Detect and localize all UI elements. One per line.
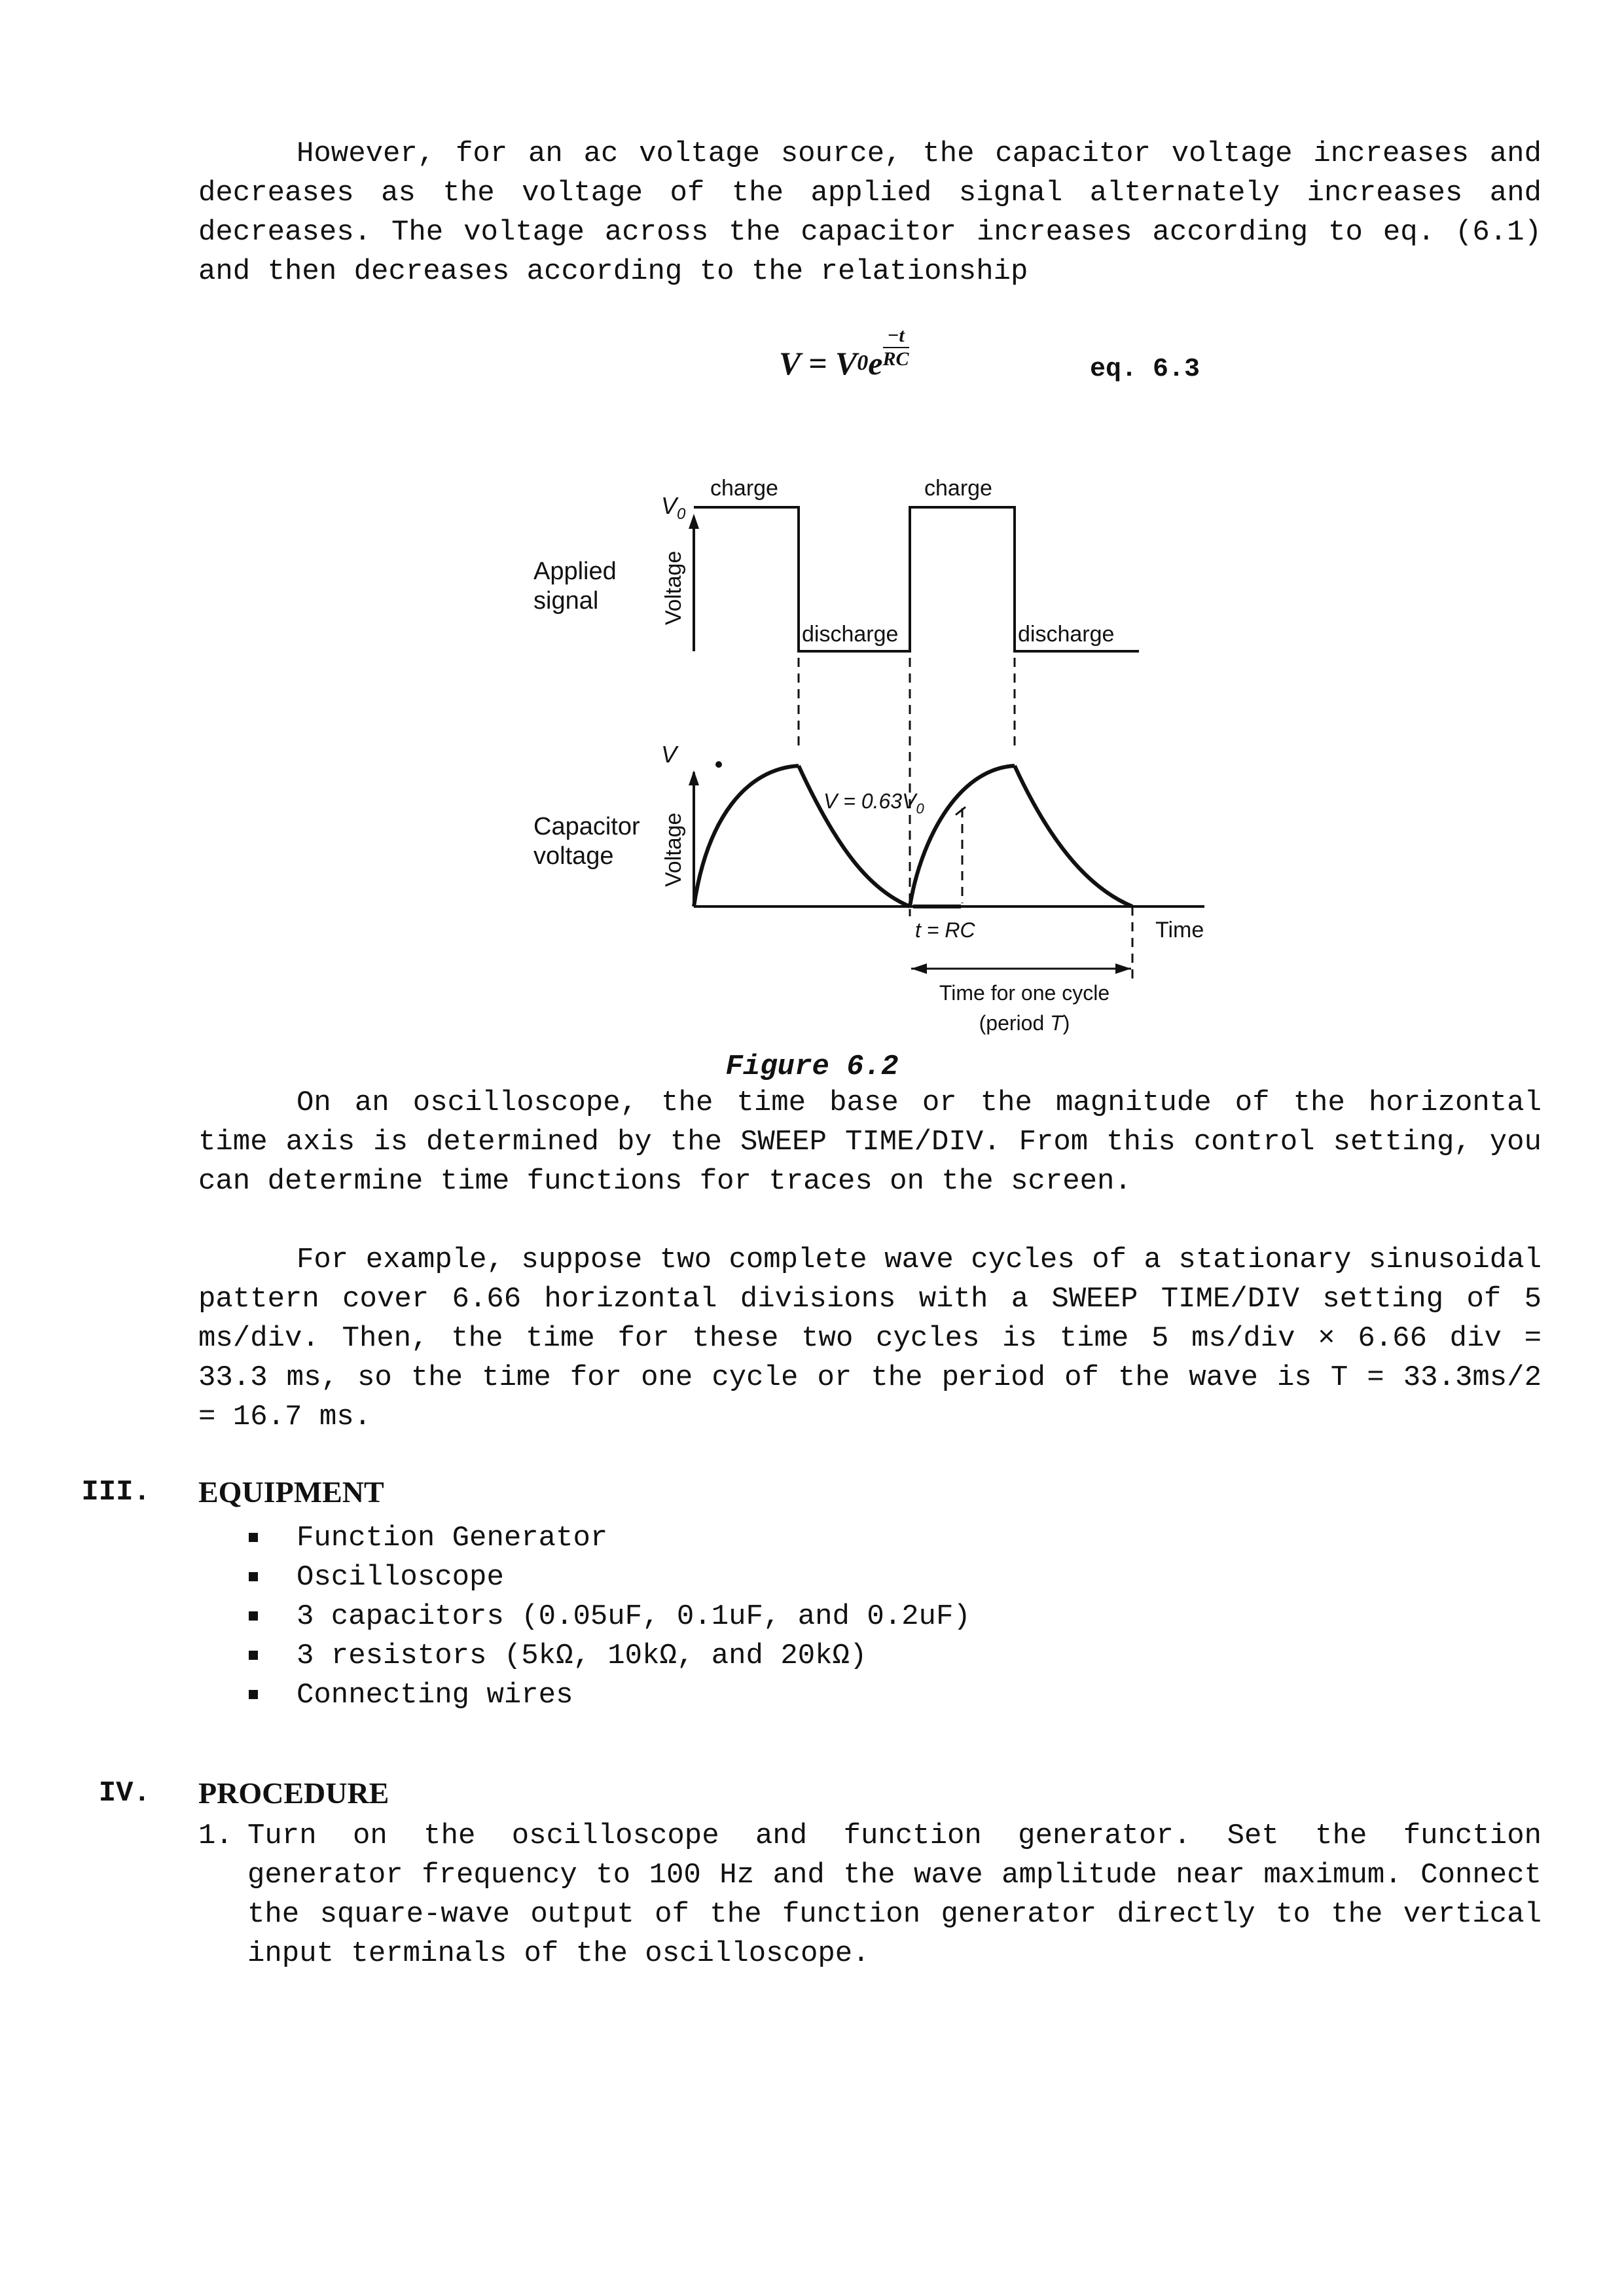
equation-subscript: 0 [857,351,869,375]
applied-label-line2: signal [533,587,599,615]
procedure-step [198,1816,1542,1973]
applied-y-axis-label: Voltage [661,550,686,625]
equipment-section-number: III. [81,1476,151,1509]
charge-curve-2 [910,766,1015,906]
equation-lhs: V = V [779,345,857,382]
bullet-icon [249,1690,258,1699]
procedure-section-number: IV. [98,1777,151,1810]
period-label-T: T [1050,1011,1063,1035]
charge-label-2: charge [924,476,992,501]
capacitor-label-line2: voltage [533,842,614,870]
t-rc-label: t = RC [915,918,975,942]
period-label-close: ) [1062,1011,1070,1035]
v-063-label-main: V = 0.63V [823,789,916,813]
equipment-item: 3 capacitors (0.05uF, 0.1uF, and 0.2uF) [297,1600,971,1633]
applied-label-line1: Applied [533,558,617,585]
equation-label: eq. 6.3 [1090,355,1200,384]
oscilloscope-paragraph: On an oscilloscope, the time base or the magnitude of the horizontal time axis is determined by the SWEEP TIME/DIV. From this control setting, you can determine time functions for traces on the screen. [198,1086,1542,1198]
capacitor-label-line1: Capacitor [533,813,640,840]
intro-paragraph: However, for an ac voltage source, the capacitor voltage increases and decreases as the voltage of the applied signal alternately increases and decreases. The voltage across the capacitor increases according to eq. (6.1) and then decreases according to the relationship [198,137,1542,288]
bullet-icon [249,1651,258,1660]
equation-exponent-denominator: RC [882,348,909,370]
procedure-section-title: PROCEDURE [198,1776,389,1810]
equipment-section-title: EQUIPMENT [198,1475,384,1509]
v-063-label-sub: 0 [916,800,924,817]
list-item [249,1636,971,1676]
equipment-item: 3 resistors (5kΩ, 10kΩ, and 20kΩ) [297,1640,867,1672]
charge-label-1: charge [710,476,778,501]
figure-6-2 [511,452,1231,1044]
equation-6-3 [779,327,909,399]
v-063-pointer [956,807,965,815]
example-paragraph: For example, suppose two complete wave cycles of a stationary sinusoidal pattern cover 6.66 horizontal divisions with a SWEEP TIME/DIV setting of 5 ms/div. Then, the time for these two cycles is time 5 ms/div × 6.66 div = 33.3 ms, so the time for one cycle or the period of the wave is T = 33.3ms/2 = 16.7 ms. [198,1244,1542,1433]
bullet-icon [249,1572,258,1581]
period-label-line1: Time for one cycle [939,981,1110,1005]
discharge-curve-1 [799,766,910,906]
equipment-item: Function Generator [297,1522,608,1554]
stray-dot [715,761,722,768]
equation-exponent [883,326,909,369]
v0-label-sub: 0 [677,505,686,523]
capacitor-axis-arrow-icon [689,770,699,785]
time-axis-label: Time [1155,918,1204,942]
applied-axis-arrow-icon [689,514,699,529]
discharge-label-2: discharge [1018,622,1115,647]
period-arrow-left-icon [911,963,927,974]
equipment-item: Oscilloscope [297,1561,504,1594]
period-label-line2 [979,1011,1070,1035]
equipment-list [249,1518,971,1715]
v0-label-main: V [661,492,677,519]
period-label-open: (period [979,1011,1051,1035]
bullet-icon [249,1611,258,1621]
bullet-icon [249,1533,258,1542]
period-arrow-right-icon [1115,963,1131,974]
procedure-step-number: 1. [198,1820,233,1852]
discharge-curve-2 [1015,766,1132,906]
v-063-label [823,789,924,817]
procedure-step-text: Turn on the oscilloscope and function generator. Set the function generator frequency to 100 Hz and the wave amplitude near maximum. Connect the square-wave output of the function generator directly to the vertical input terminals of the oscilloscope. [247,1820,1542,1970]
figure-caption: Figure 6.2 [725,1050,899,1083]
list-item [249,1558,971,1597]
equation-base: e [868,345,883,382]
equation-exponent-numerator: −t [887,325,905,346]
equipment-item: Connecting wires [297,1679,573,1712]
list-item [249,1676,971,1715]
charge-curve-1 [694,766,799,906]
v0-label [661,492,686,523]
rc-charge-discharge-diagram [511,452,1231,1041]
list-item [249,1518,971,1558]
list-item [249,1597,971,1636]
discharge-label-1: discharge [802,622,899,647]
v-label: V [661,741,677,768]
capacitor-y-axis-label: Voltage [661,812,686,887]
